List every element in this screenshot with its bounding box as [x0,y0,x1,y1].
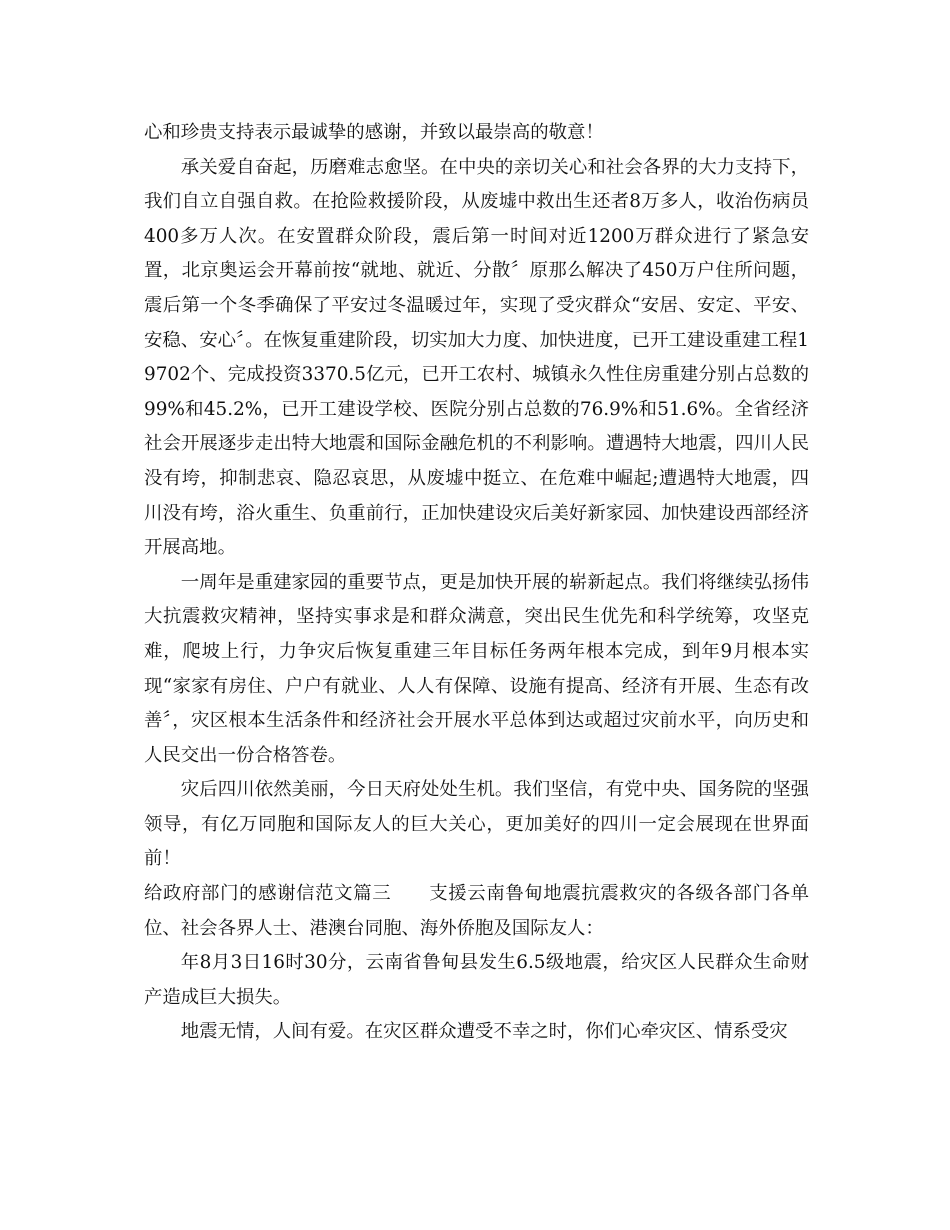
paragraph-recovery: 承关爱自奋起，历磨难志愈坚。在中央的亲切关心和社会各界的大力支持下，我们自立自强自救。在抢险救援阶段，从废墟中救出生还者8万多人，收治伤病员400多万人次。在安置群众阶段，震后第一时间对近1200万群众进行了紧急安置，北京奥运会开幕前按“就地、就近、分散〞原那么解决了450万户住所问题，震后第一个冬季确保了平安过冬温暖过年，实现了受灾群众“安居、安定、平安、安稳、安心〞。在恢复重建阶段，切实加大力度、加快进度，已开工建设重建工程19702个、完成投资3370.5亿元，已开工农村、城镇永久性住房重建分别占总数的99%和45.2%，已开工建设学校、医院分别占总数的76.9%和51.6%。全省经济社会开展逐步走出特大地震和国际金融危机的不利影响。遭遇特大地震，四川人民没有垮，抑制悲哀、隐忍哀思，从废墟中挺立、在危难中崛起;遭遇特大地震，四川没有垮，浴火重生、负重前行，正加快建设灾后美好新家园、加快建设西部经济开展高地。 [144,156,809,559]
paragraph-closing: 灾后四川依然美丽，今日天府处处生机。我们坚信，有党中央、国务院的坚强领导，有亿万同胞和国际友人的巨大关心，更加美好的四川一定会展现在世界面前！ [144,779,809,870]
paragraph-continuation: 心和珍贵支持表示最诚挚的感谢，并致以最崇高的敬意！ [144,122,604,143]
paragraph-gratitude: 地震无情，人间有爱。在灾区群众遭受不幸之时，你们心牵灾区、情系受灾 [180,1021,788,1043]
paragraph-anniversary: 一周年是重建家园的重要节点，更是加快开展的崭新起点。我们将继续弘扬伟大抗震救灾精神，坚持实事求是和群众满意，突出民生优先和科学统筹，攻坚克难，爬坡上行，力争灾后恢复重建三年目标任务两年根本完成，到年9月根本实现“家家有房住、户户有就业、人人有保障、设施有提高、经济有开展、生态有改善〞，灾区根本生活条件和经济社会开展水平总体到达或超过灾前水平，向历史和人民交出一份合格答卷。 [144,571,809,766]
document-body [144,116,809,1050]
section-heading-letter-three: 给政府部门的感谢信范文篇三 支援云南鲁甸地震抗震救灾的各级各部门各单位、社会各界人士、港澳台同胞、海外侨胞及国际友人： [144,883,809,939]
paragraph-earthquake-event: 年8月3日16时30分，云南省鲁甸县发生6.5级地震，给灾区人民群众生命财产造成巨大损失。 [144,952,809,1008]
